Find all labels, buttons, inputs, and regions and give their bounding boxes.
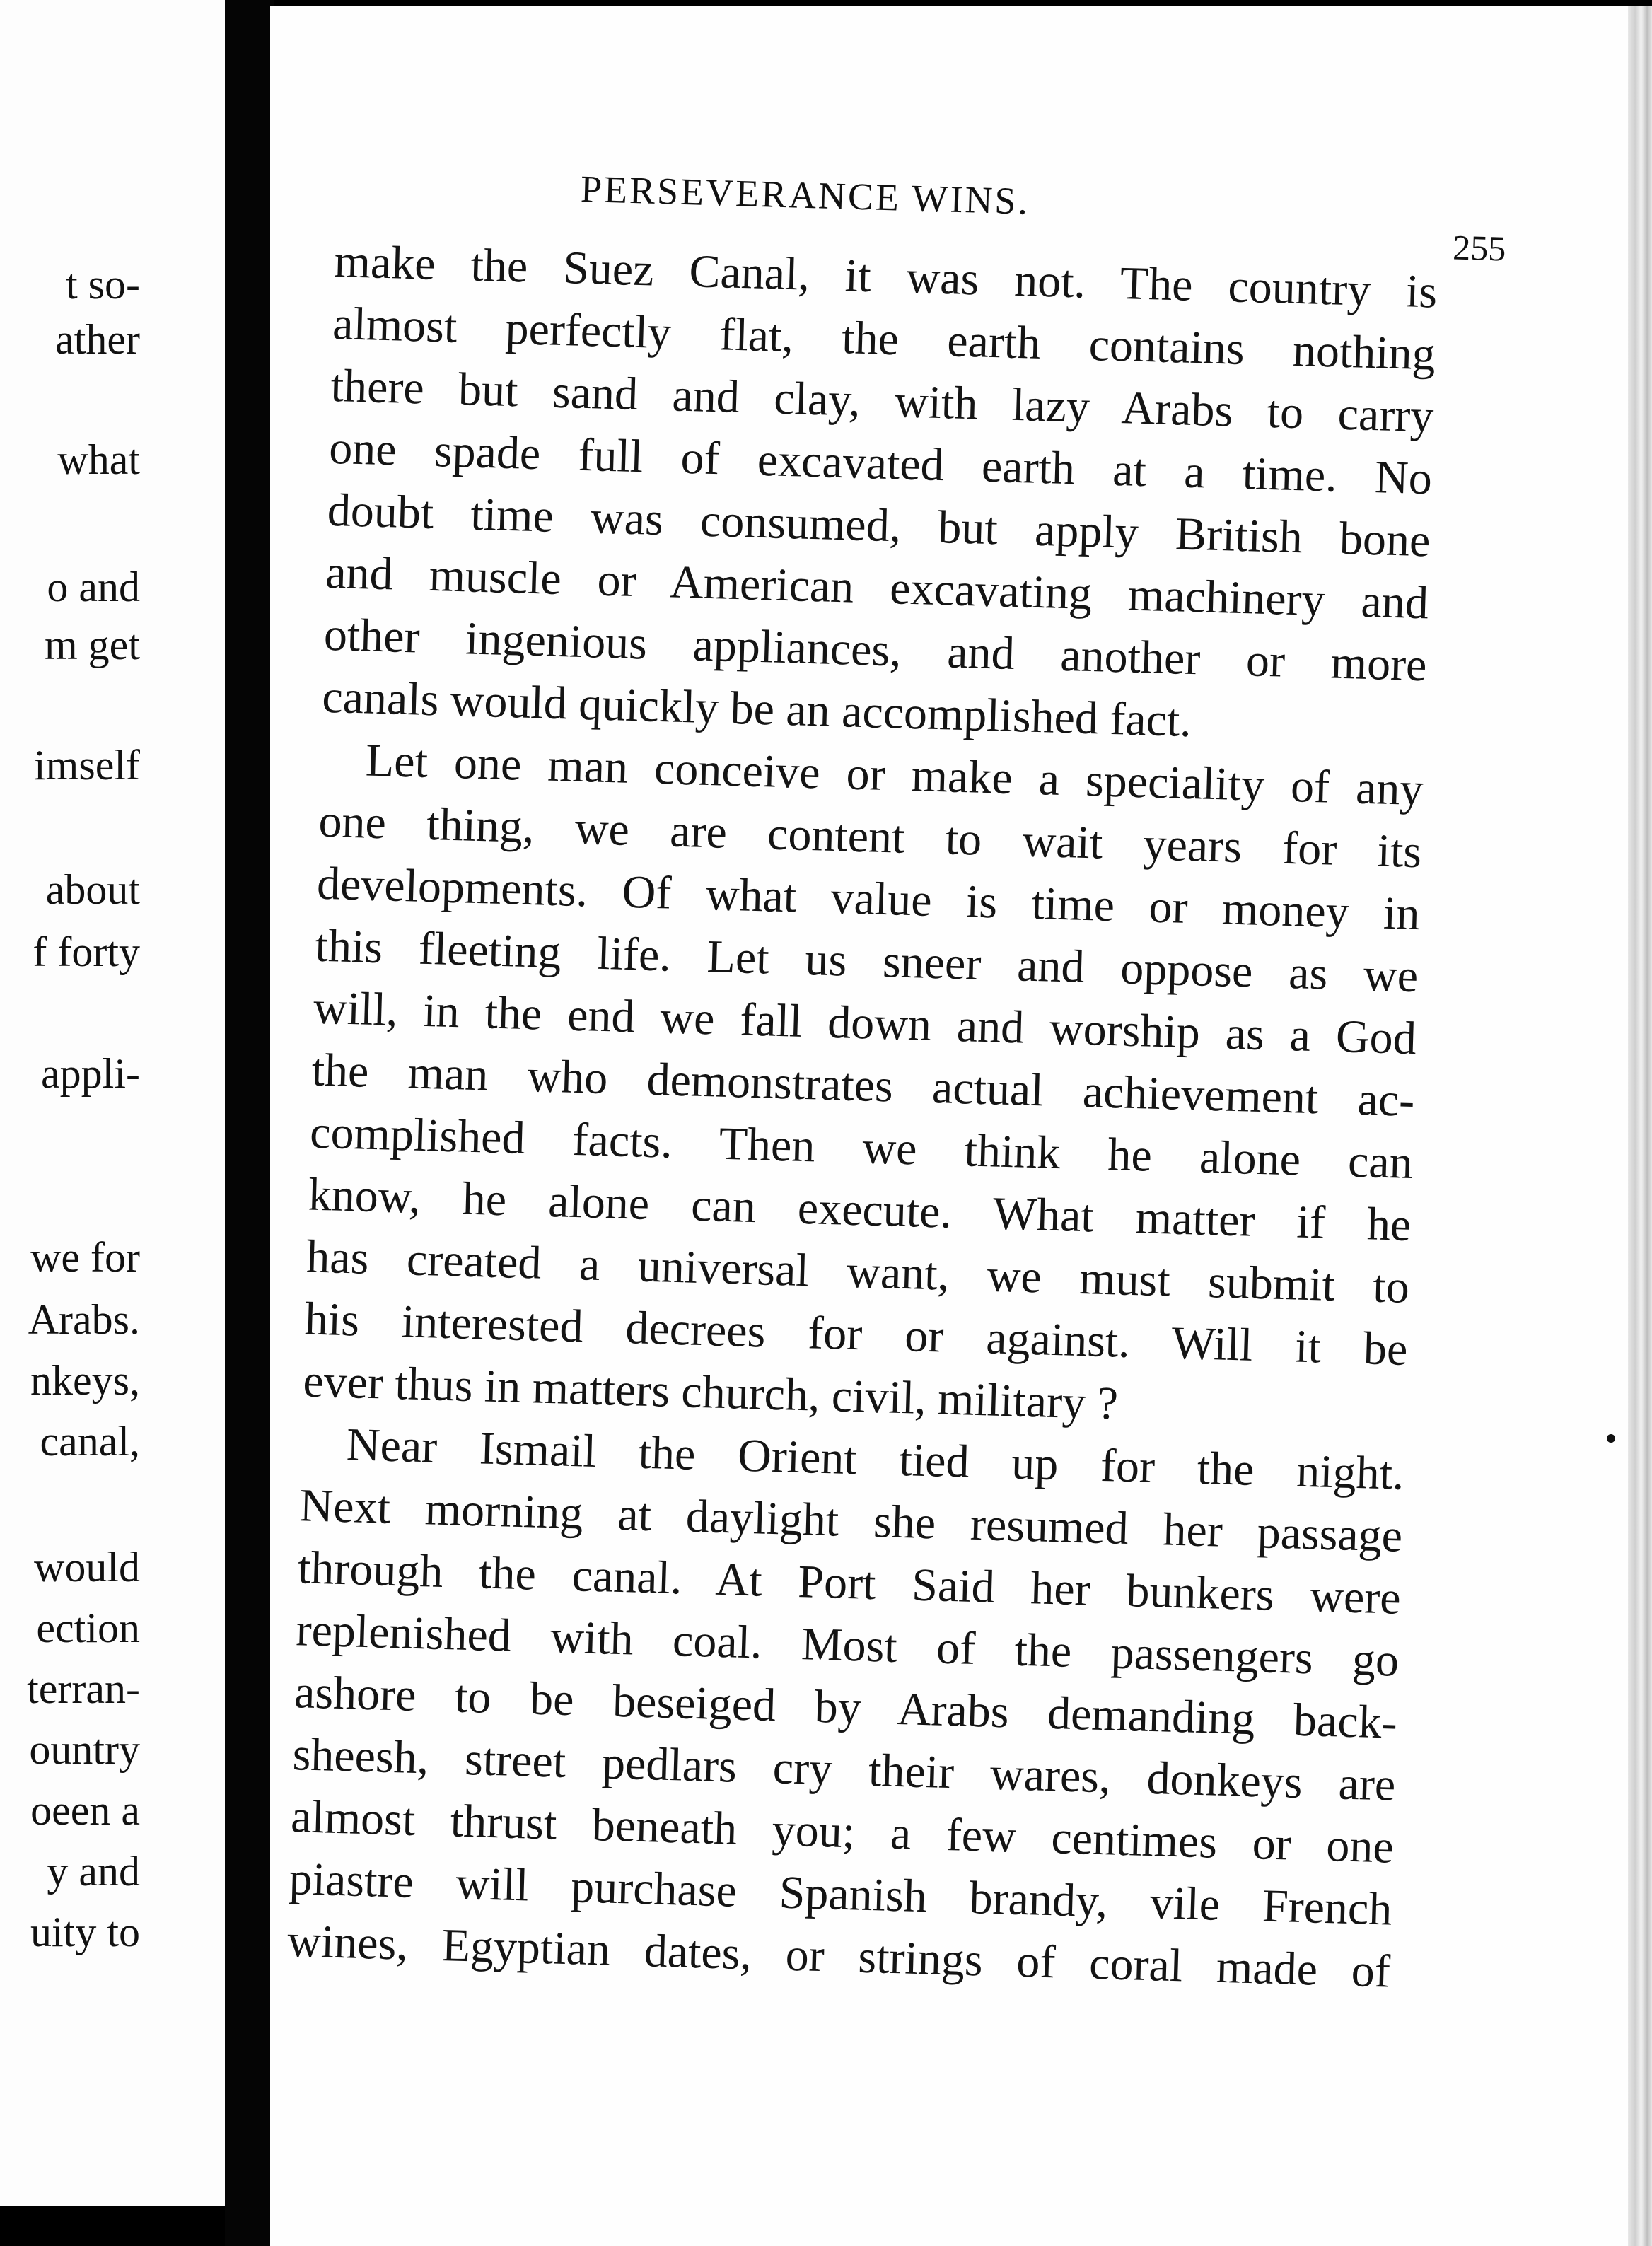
left-page-fragment: m get bbox=[45, 622, 140, 668]
text-line: doubt time was consumed, but apply British bone bbox=[326, 484, 1431, 567]
left-page-fragment: ountry bbox=[29, 1726, 140, 1773]
text-line: one thing, we are content to wait years for its bbox=[318, 795, 1423, 878]
text-line: has created a universal want, we must submit to bbox=[306, 1230, 1410, 1313]
book-gutter bbox=[225, 0, 274, 2246]
running-head bbox=[580, 167, 1508, 269]
left-page-fragment: ather bbox=[55, 316, 140, 363]
page-number: 255 bbox=[1452, 227, 1507, 269]
text-line: will, in the end we fall down and worship as a God bbox=[313, 982, 1417, 1065]
text-line: Near Ismail the Orient tied up for the night. bbox=[346, 1419, 1405, 1500]
text-line: almost perfectly flat, the earth contains nothing bbox=[332, 297, 1436, 380]
text-line: one spade full of excavated earth at a time. No bbox=[328, 421, 1433, 505]
left-page-fragment: y and bbox=[47, 1848, 140, 1895]
text-line: and muscle or American excavating machinery and bbox=[325, 546, 1429, 629]
text-line: know, he alone can execute. What matter if he bbox=[307, 1168, 1412, 1252]
left-page-fragment: what bbox=[57, 436, 140, 483]
text-line: ever thus in matters church, civil, military ? bbox=[302, 1355, 1119, 1430]
left-page-fragment: canal, bbox=[40, 1418, 140, 1465]
text-line: through the canal. At Port Said her bunkers were bbox=[297, 1542, 1402, 1624]
left-page-fragment: Arabs. bbox=[28, 1296, 140, 1343]
text-line: sheesh, street pedlars cry their wares, donkeys are bbox=[291, 1728, 1397, 1811]
left-page bbox=[0, 0, 233, 2206]
text-line: this fleeting life. Let us sneer and oppose as we bbox=[314, 919, 1419, 1003]
text-line: wines, Egyptian dates, or strings of coral made of bbox=[286, 1915, 1391, 1998]
right-page bbox=[270, 6, 1652, 2246]
left-page-fragment: imself bbox=[34, 742, 140, 789]
text-line: other ingenious appliances, and another or more bbox=[323, 608, 1428, 692]
text-line: replenished with coal. Most of the passengers go bbox=[295, 1604, 1400, 1687]
page-edge bbox=[1628, 6, 1652, 2246]
text-line: canals would quickly be an accomplished fact. bbox=[321, 670, 1192, 747]
text-line: complished facts. Then we think he alone can bbox=[309, 1106, 1414, 1189]
left-page-fragment: we for bbox=[30, 1234, 140, 1281]
left-page-fragment: oeen a bbox=[30, 1787, 140, 1834]
text-line: Let one man conceive or make a speciality of any bbox=[365, 734, 1424, 816]
left-page-fragment: o and bbox=[47, 564, 140, 610]
text-line: Next morning at daylight she resumed her passage bbox=[298, 1479, 1404, 1562]
ink-spot bbox=[1607, 1434, 1615, 1443]
text-line: developments. Of what value is time or money in bbox=[316, 857, 1421, 941]
text-line: there but sand and clay, with lazy Arabs to carry bbox=[330, 359, 1435, 443]
body-text bbox=[286, 231, 1438, 2003]
left-page-fragment: would bbox=[34, 1544, 140, 1590]
running-title: PERSEVERANCE WINS. bbox=[580, 167, 1030, 223]
text-line: ashore to be beseiged by Arabs demanding back- bbox=[293, 1666, 1398, 1749]
left-page-fragment: terran- bbox=[27, 1665, 140, 1712]
left-page-fragment: uity to bbox=[30, 1909, 140, 1955]
text-line: his interested decrees for or against. Will it be bbox=[303, 1293, 1409, 1375]
text-line: piastre will purchase Spanish brandy, vile French bbox=[288, 1853, 1393, 1936]
left-page-fragment: t so- bbox=[66, 261, 140, 308]
left-page-fragment: about bbox=[45, 866, 140, 913]
left-page-fragment: f forty bbox=[33, 929, 140, 975]
text-line: make the Suez Canal, it was not. The country is bbox=[333, 235, 1438, 318]
left-page-fragment: appli- bbox=[41, 1050, 140, 1097]
text-line: the man who demonstrates actual achievement ac- bbox=[310, 1044, 1416, 1127]
text-line: almost thrust beneath you; a few centimes or one bbox=[290, 1791, 1395, 1873]
left-page-fragment: nkeys, bbox=[30, 1357, 140, 1404]
left-page-fragment: ection bbox=[36, 1605, 140, 1651]
